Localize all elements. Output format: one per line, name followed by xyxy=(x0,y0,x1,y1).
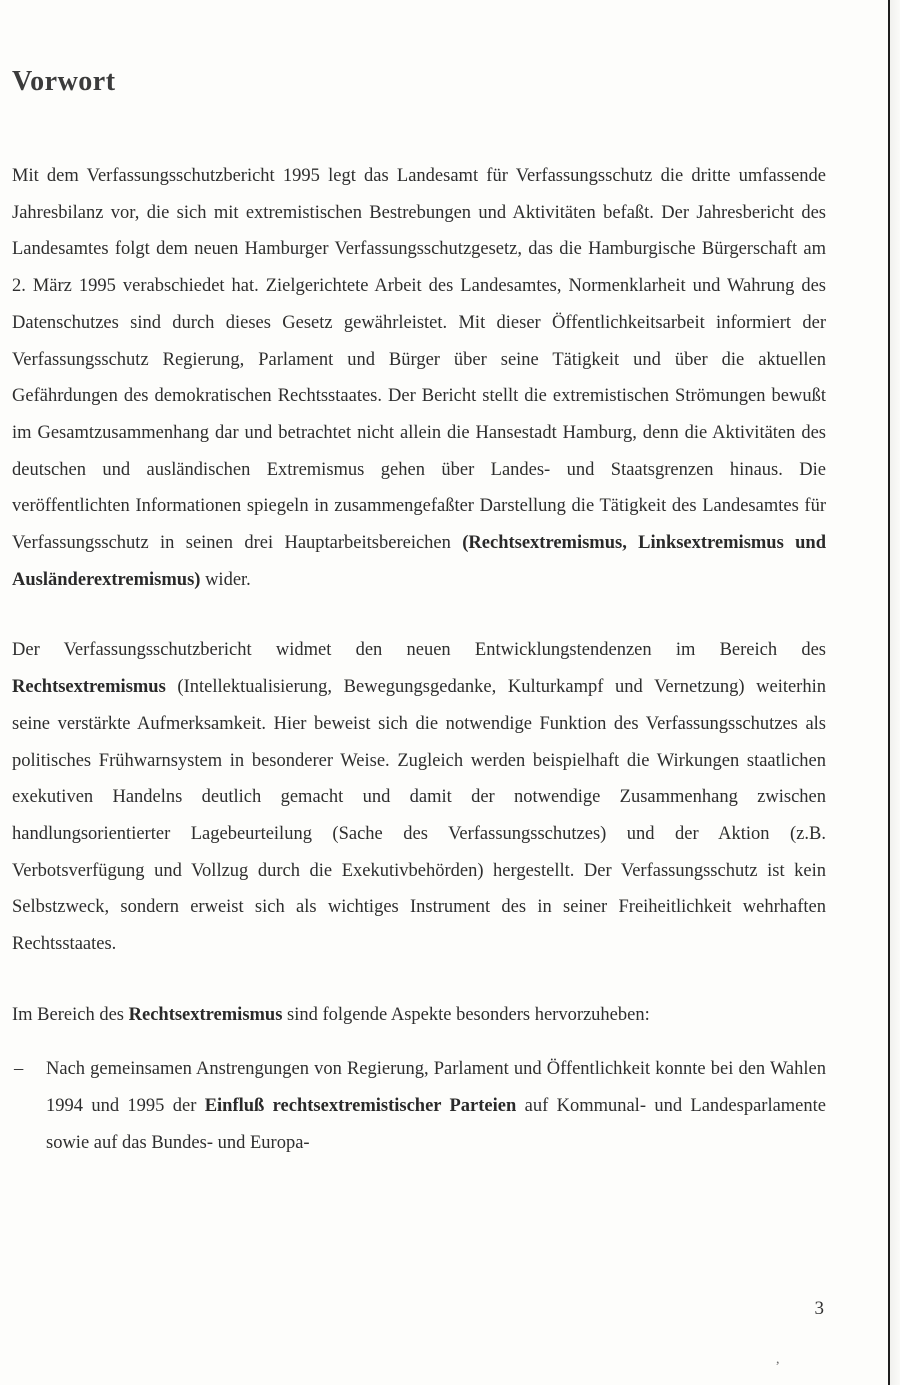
paragraph-aspects-bold: Rechtsextremismus xyxy=(128,1004,283,1025)
bullet-item-tail: auf Kommunal- und Landesparlamente sowie auf das Bundes- und Europa- xyxy=(46,1096,826,1153)
paragraph-rechtsextremismus-tail: (Intellektualisierung, Bewegungsgedanke, Kulturkampf und Vernetzung) weiterhin seine verstärkte Aufmerksamkeit. Hier beweist sich die notwendige Funktion des Verfassungsschutzes als politisches Frühwarnsystem in besonderer Weise. Zugleich werden beispielhaft die Wirkungen staatlichen exekutiven Handelns deutlich gemacht und damit der notwendige Zusammenhang zwischen handlungsorientierter Lagebeurteilung (Sache des Verfassungsschutzes) und der Aktion (z.B. Verbotsverfügung und Vollzug durch die Exekutivbehörden) hergestellt. Der Verfassungsschutz ist kein Selbstzweck, sondern erweist sich als wichtiges Instrument des in seiner Freiheitlichkeit wehrhaften Rechtsstaates. xyxy=(12,677,826,955)
scan-speck: , xyxy=(776,1352,780,1367)
paragraph-rechtsextremismus-bold: Rechtsextremismus xyxy=(12,677,166,698)
paragraph-intro-bold: (Rechtsextremismus, Linksextremismus und Ausländerextremismus) xyxy=(12,533,827,590)
page-edge-shadow xyxy=(890,0,900,1385)
bullet-item xyxy=(12,1051,826,1161)
page-edge-line xyxy=(888,0,890,1385)
paragraph-rechtsextremismus-text: Der Verfassungsschutzbericht widmet den neuen Entwicklungstendenzen im Bereich des xyxy=(12,640,826,661)
document-page xyxy=(12,62,826,1162)
paragraph-aspects-text: Im Bereich des xyxy=(12,1004,129,1025)
paragraph-intro-tail: wider. xyxy=(200,569,251,590)
paragraph-aspects-tail: sind folgende Aspekte besonders hervorzuheben: xyxy=(282,1004,650,1025)
bullet-item-bold: Einfluß rechtsextremistischer Parteien xyxy=(204,1096,517,1117)
bullet-dash: – xyxy=(14,1059,24,1080)
page-title: Vorwort xyxy=(12,66,116,97)
paragraph-aspects xyxy=(12,997,826,1034)
paragraph-intro xyxy=(12,158,826,598)
paragraph-intro-text: Mit dem Verfassungsschutzbericht 1995 legt das Landesamt für Verfassungsschutz die dritte umfassende Jahresbilanz vor, die sich mit extremistischen Bestrebungen und Aktivitäten befaßt. Der Jahresbericht des Landesamtes folgt dem neuen Hamburger Verfassungsschutzgesetz, das die Hamburgische Bürgerschaft am 2. März 1995 verabschiedet hat. Zielgerichtete Arbeit des Landesamtes, Normenklarheit und Wahrung des Datenschutzes sind durch dieses Gesetz gewährleistet. Mit dieser Öffentlichkeitsarbeit informiert der Verfassungsschutz Regierung, Parlament und Bürger über seine Tätigkeit und über die aktuellen Gefährdungen des demokratischen Rechtsstaates. Der Bericht stellt die extremistischen Strömungen bewußt im Gesamtzusammenhang dar und betrachtet nicht allein die Hansestadt Hamburg, denn die Aktivitäten des deutschen und ausländischen Extremismus gehen über Landes- und Staatsgrenzen hinaus. Die veröffentlichten Informationen spiegeln in zusammengefaßter Darstellung die Tätigkeit des Landesamtes für Verfassungsschutz in seinen drei Hauptarbeitsbereichen xyxy=(12,166,826,554)
bullet-item-text: Nach gemeinsamen Anstrengungen von Regierung, Parlament und Öffentlichkeit konnte bei den Wahlen 1994 und 1995 der xyxy=(46,1059,826,1117)
paragraph-rechtsextremismus xyxy=(12,632,826,962)
page-number: 3 xyxy=(814,1298,824,1319)
